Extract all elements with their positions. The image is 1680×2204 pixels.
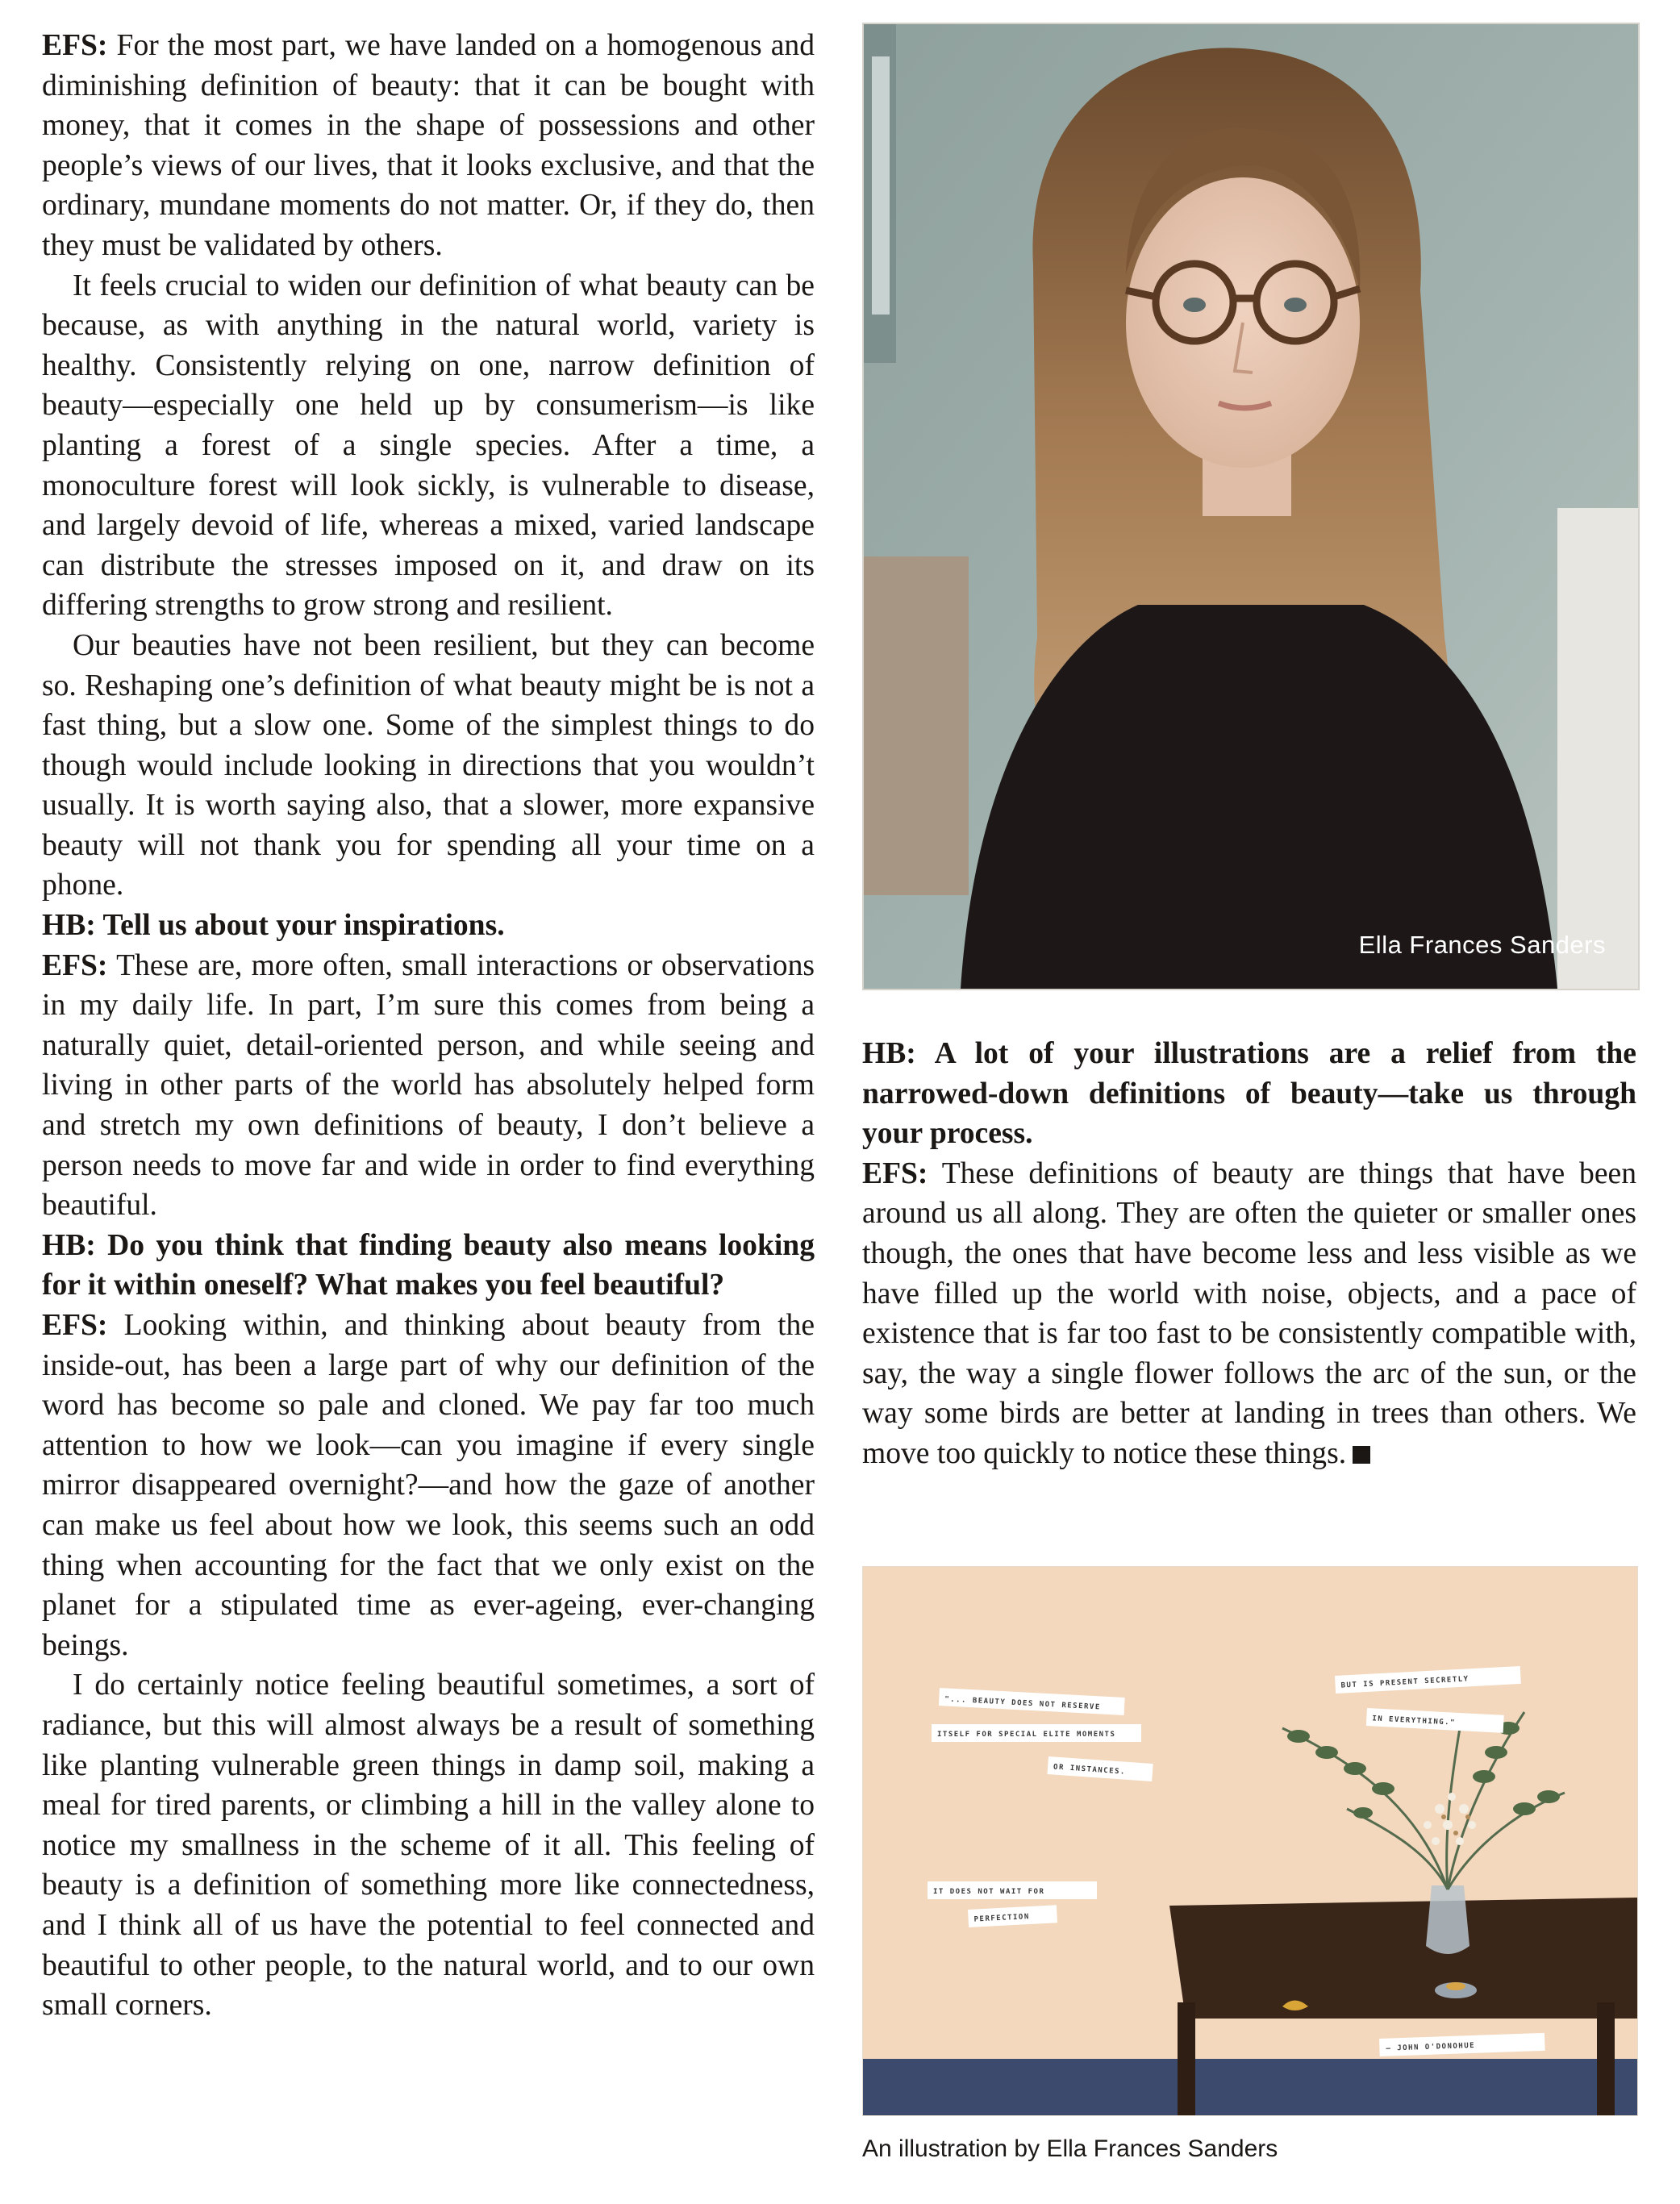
illustration-caption: An illustration by Ella Frances Sanders <box>862 2135 1278 2162</box>
chair-back <box>864 556 969 895</box>
paragraph <box>862 1154 1636 1474</box>
table-leg <box>1178 2002 1195 2115</box>
interview-question: HB: Do you think that finding beauty also means looking for it within oneself? What makes you feel beautiful? <box>42 1228 815 1302</box>
photo-caption: Ella Frances Sanders <box>1358 931 1606 959</box>
quote-line: IT DOES NOT WAIT FOR <box>933 1888 1045 1896</box>
speaker-label: EFS: <box>42 1309 108 1342</box>
end-mark-icon <box>1353 1446 1370 1464</box>
illustration-svg <box>863 1567 1637 2115</box>
quote-line: BUT IS PRESENT SECRETLY <box>1340 1675 1469 1690</box>
paragraph: Our beauties have not been resilient, but they can become so. Reshaping one’s definition of what beauty might be is not a fast thing, but a slow one. Some of the simplest things to do though would include looking in directions that you wouldn’t usually. It is worth saying also, that a slower, more expansive beauty will not thank you for spending all your time on a phone. <box>42 628 815 902</box>
quote-line: IN EVERYTHING." <box>1372 1714 1457 1727</box>
speaker-label: EFS: <box>42 29 108 62</box>
illustration-artwork <box>862 1566 1638 2116</box>
radiator <box>1557 508 1638 989</box>
illustration-background <box>863 1567 1637 2115</box>
glass-vase <box>1426 1885 1469 1954</box>
eye-left <box>1183 298 1206 312</box>
paragraph: It feels crucial to widen our definition of what beauty can be because, as with anything in the natural world, variety is healthy. Consistently relying on one, narrow definition of beauty—especially one held up by consumerism—is like planting a forest of a single species. After a time, a monoculture forest will look sickly, is vulnerable to disease, and largely devoid of life, whereas a mixed, varied landscape can distribute the stresses imposed on it, and draw on its differing strengths to grow strong and resilient. <box>42 269 815 623</box>
paragraph-text: Looking within, and thinking about beauty from the inside-out, has been a large part of why our definition of the word has become so pale and cloned. We pay far too much attention to how we look—can you imagine if every single mirror disappeared overnight?—and how the gaze of another can make us feel about how we look, this seems such an odd thing when accounting for the fact that we only exist on the planet for a stipulated time as ever-ageing, ever-changing beings. <box>42 1309 815 1662</box>
floor <box>863 2059 1637 2115</box>
speaker-label: EFS: <box>42 948 108 982</box>
paragraph-text: These definitions of beauty are things that have been around us all along. They are often the quieter or smaller ones though, the ones that have become less and less visible as we have filled up the world with noise, objects, and a pace of existence that is far too fast to be consistently compatible with, say, the way a single flower follows the arc of the sun, or the way some birds are better at landing in trees than others. We move too quickly to notice these things. <box>862 1156 1636 1470</box>
portrait-photo <box>862 23 1640 990</box>
interview-question: HB: A lot of your illustrations are a relief from the narrowed-down definitions of beauty—take us through your process. <box>862 1037 1636 1151</box>
dish-contents <box>1446 1982 1465 1990</box>
paragraph: I do certainly notice feeling beautiful sometimes, a sort of radiance, but this will almost always be a result of something like planting vulnerable green things in damp soil, making a meal for tired parents, or climbing a hill in the valley alone to notice my smallness in the scheme of it all. This feeling of beauty is a definition of something more like connectedness, and I think all of us have the potential to feel connected and beautiful to other people, to the natural world, and to our own small corners. <box>42 1669 815 2023</box>
paragraph <box>42 1306 815 1665</box>
portrait-illustration <box>864 24 1638 989</box>
paragraph <box>42 26 815 266</box>
quote-line: ITSELF FOR SPECIAL ELITE MOMENTS <box>937 1731 1116 1739</box>
picture-inner <box>872 56 890 315</box>
table-top <box>1169 1898 1637 2019</box>
quote-attribution: — JOHN O'DONOHUE <box>1386 2041 1476 2053</box>
paragraph <box>42 946 815 1226</box>
right-text-column <box>862 1034 1636 1474</box>
speaker-label: EFS: <box>862 1156 928 1190</box>
paragraph-text: These are, more often, small interactions or observations in my daily life. In part, I’m sure this comes from being a naturally quiet, detail-oriented person, and while seeing and living in other parts of the world has absolutely helped form and stretch my own definitions of beauty, I don’t believe a person needs to move far and wide in order to find everything beautiful. <box>42 948 815 1223</box>
eye-right <box>1284 298 1307 312</box>
table-leg <box>1597 2002 1615 2115</box>
quote-line: OR INSTANCES. <box>1053 1763 1127 1777</box>
paragraph-text: For the most part, we have landed on a homogenous and diminishing definition of beauty: that it can be bought with money, that it comes in the shape of possessions and other people’s views of our lives, that it looks exclusive, and that the ordinary, mundane moments do not matter. Or, if they do, then they must be validated by others. <box>42 29 815 262</box>
interview-question: HB: Tell us about your inspirations. <box>42 909 505 943</box>
left-text-column <box>42 26 815 2187</box>
quote-line: "... BEAUTY DOES NOT RESERVE <box>944 1695 1101 1712</box>
quote-line: PERFECTION <box>973 1913 1031 1924</box>
